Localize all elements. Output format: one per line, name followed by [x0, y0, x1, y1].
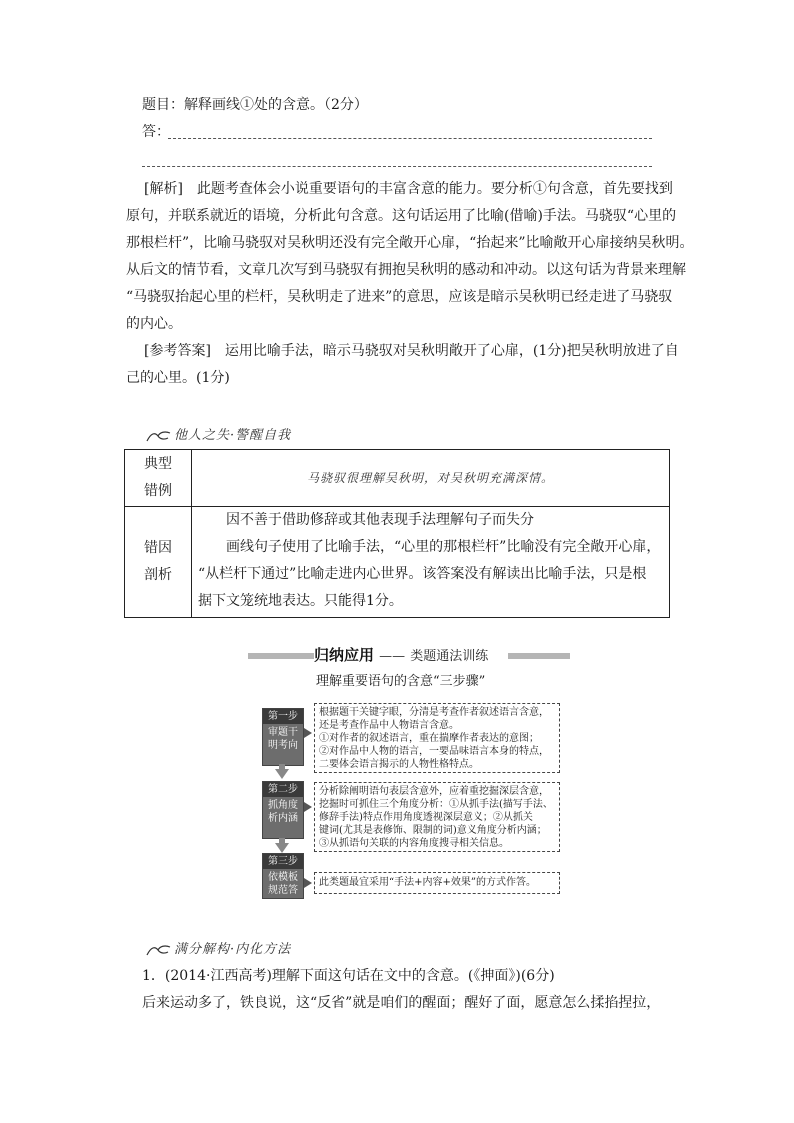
- flower-icon: [146, 429, 172, 443]
- banner-bar-left: [248, 653, 314, 659]
- step-2-head: 第二步: [263, 782, 303, 797]
- q1-line-1: 1．(2014·江西高考)理解下面这句话在文中的含意。(《抻面》)(6分): [142, 968, 555, 984]
- q1-line-2: 后来运动多了，铁良说，这“反省”就是咱们的醒面；醒好了面，愿意怎么揉掐捏拉，: [142, 995, 661, 1011]
- step-1-box: 第一步 审题干 明考向: [262, 708, 304, 766]
- error-analysis-line: “从栏杆下通过”比喻走进内心世界。该答案没有解读出比喻手法，只是根: [198, 566, 647, 582]
- typical-error-text: 马骁驭很理解吴秋明，对吴秋明充满深情。: [306, 470, 554, 485]
- error-analysis-line: 因不善于借助修辞或其他表现手法理解句子而失分: [226, 512, 534, 528]
- banner-subtitle: 类题通法训练: [410, 649, 489, 664]
- analysis-line-2: 原句，并联系就近的语境，分析此句含意。这句话运用了比喻(借喻)手法。马骁驭“心里的: [126, 208, 677, 224]
- answer-label: 答：: [142, 124, 170, 140]
- arrow-down-icon: [275, 769, 289, 779]
- error-analysis-line: 据下文笼统地表达。只能得1分。: [198, 593, 403, 609]
- reference-line-1: [参考答案] 运用比喻手法，暗示马骁驭对吴秋明敞开了心扉，(1分)把吴秋明放进了自: [144, 343, 679, 359]
- error-analysis-line: 画线句子使用了比喻手法，“心里的那根栏杆”比喻没有完全敞开心扉，: [226, 539, 661, 555]
- step-3-box: 第三步 依模板 规范答: [262, 853, 304, 899]
- step-1-text: 根据题干关键字眼，分清是考查作者叙述语言含意， 还是考查作品中人物语言含意。 ①对作者的叙述语言，重在揣摩作者表达的意图； ②对作品中人物的语言，一要品味语言本身的特点， 二要体会语言揭示的人物性格特点。: [314, 703, 560, 773]
- section-title-fullscore: 满分解构·内化方法: [174, 942, 292, 957]
- step-3-text: 此类题最宜采用“手法+内容+效果”的方式作答。: [314, 872, 560, 894]
- question-prompt: 题目：解释画线①处的含意。（2分）: [142, 97, 368, 113]
- analysis-line-1: [解析] 此题考查体会小说重要语句的丰富含意的能力。要分析①句含意，首先要找到: [144, 181, 673, 197]
- banner-title: 归纳应用: [314, 646, 375, 664]
- analysis-line-5: “马骁驭抬起心里的栏杆，吴秋明走了进来”的意思，应该是暗示吴秋明已经走进了马骁驭: [126, 289, 673, 305]
- arrow-right-icon: [304, 878, 312, 888]
- banner: [314, 643, 488, 667]
- table-row: [125, 507, 670, 618]
- section-title-errors: 他人之失·警醒自我: [174, 428, 292, 443]
- banner-dash: ——: [379, 649, 406, 664]
- banner-bar-right: [508, 653, 570, 659]
- analysis-line-4: 从后文的情节看，文章几次写到马骁驭有拥抱吴秋明的感动和冲动。以这句话为背景来理解: [126, 262, 686, 278]
- arrow-right-icon: [304, 802, 312, 812]
- table-row-label: 错因 剖析: [125, 507, 192, 618]
- table-row: [125, 450, 670, 507]
- error-analysis-cell: [192, 507, 670, 618]
- section-header-errors: [146, 424, 291, 443]
- step-1-head: 第一步: [263, 709, 303, 724]
- section-header-fullscore: [146, 938, 291, 957]
- flower-icon: [146, 943, 172, 957]
- arrow-down-icon: [275, 843, 289, 853]
- reference-line-2: 己的心里。(1分): [126, 370, 230, 386]
- typical-error-cell: [192, 450, 670, 507]
- answer-line-2: [142, 166, 652, 167]
- analysis-line-6: 的内心。: [126, 316, 182, 332]
- steps-title: 理解重要语句的含意“三步骤”: [316, 674, 486, 689]
- step-2-text: 分析除阐明语句表层含意外，应着重挖掘深层含意， 挖掘时可抓住三个角度分析：①从抓手法(描写手法、 修辞手法)特点作用角度透视深层意义；②从抓关 键词(尤其是表修饰、限制的词)意义角度分析内涵； ③从抓语句关联的内容角度搜寻相关信息。: [314, 782, 560, 852]
- step-2-box: 第二步 抓角度 析内涵: [262, 781, 304, 839]
- analysis-line-3: 那根栏杆”，比喻马骁驭对吴秋明还没有完全敞开心扉，“抬起来”比喻敞开心扉接纳吴秋明。: [126, 235, 694, 251]
- error-table: [124, 449, 670, 618]
- table-row-label: 典型 错例: [125, 450, 192, 507]
- answer-line-1: [168, 138, 652, 139]
- step-3-head: 第三步: [263, 854, 303, 869]
- arrow-right-icon: [304, 728, 312, 738]
